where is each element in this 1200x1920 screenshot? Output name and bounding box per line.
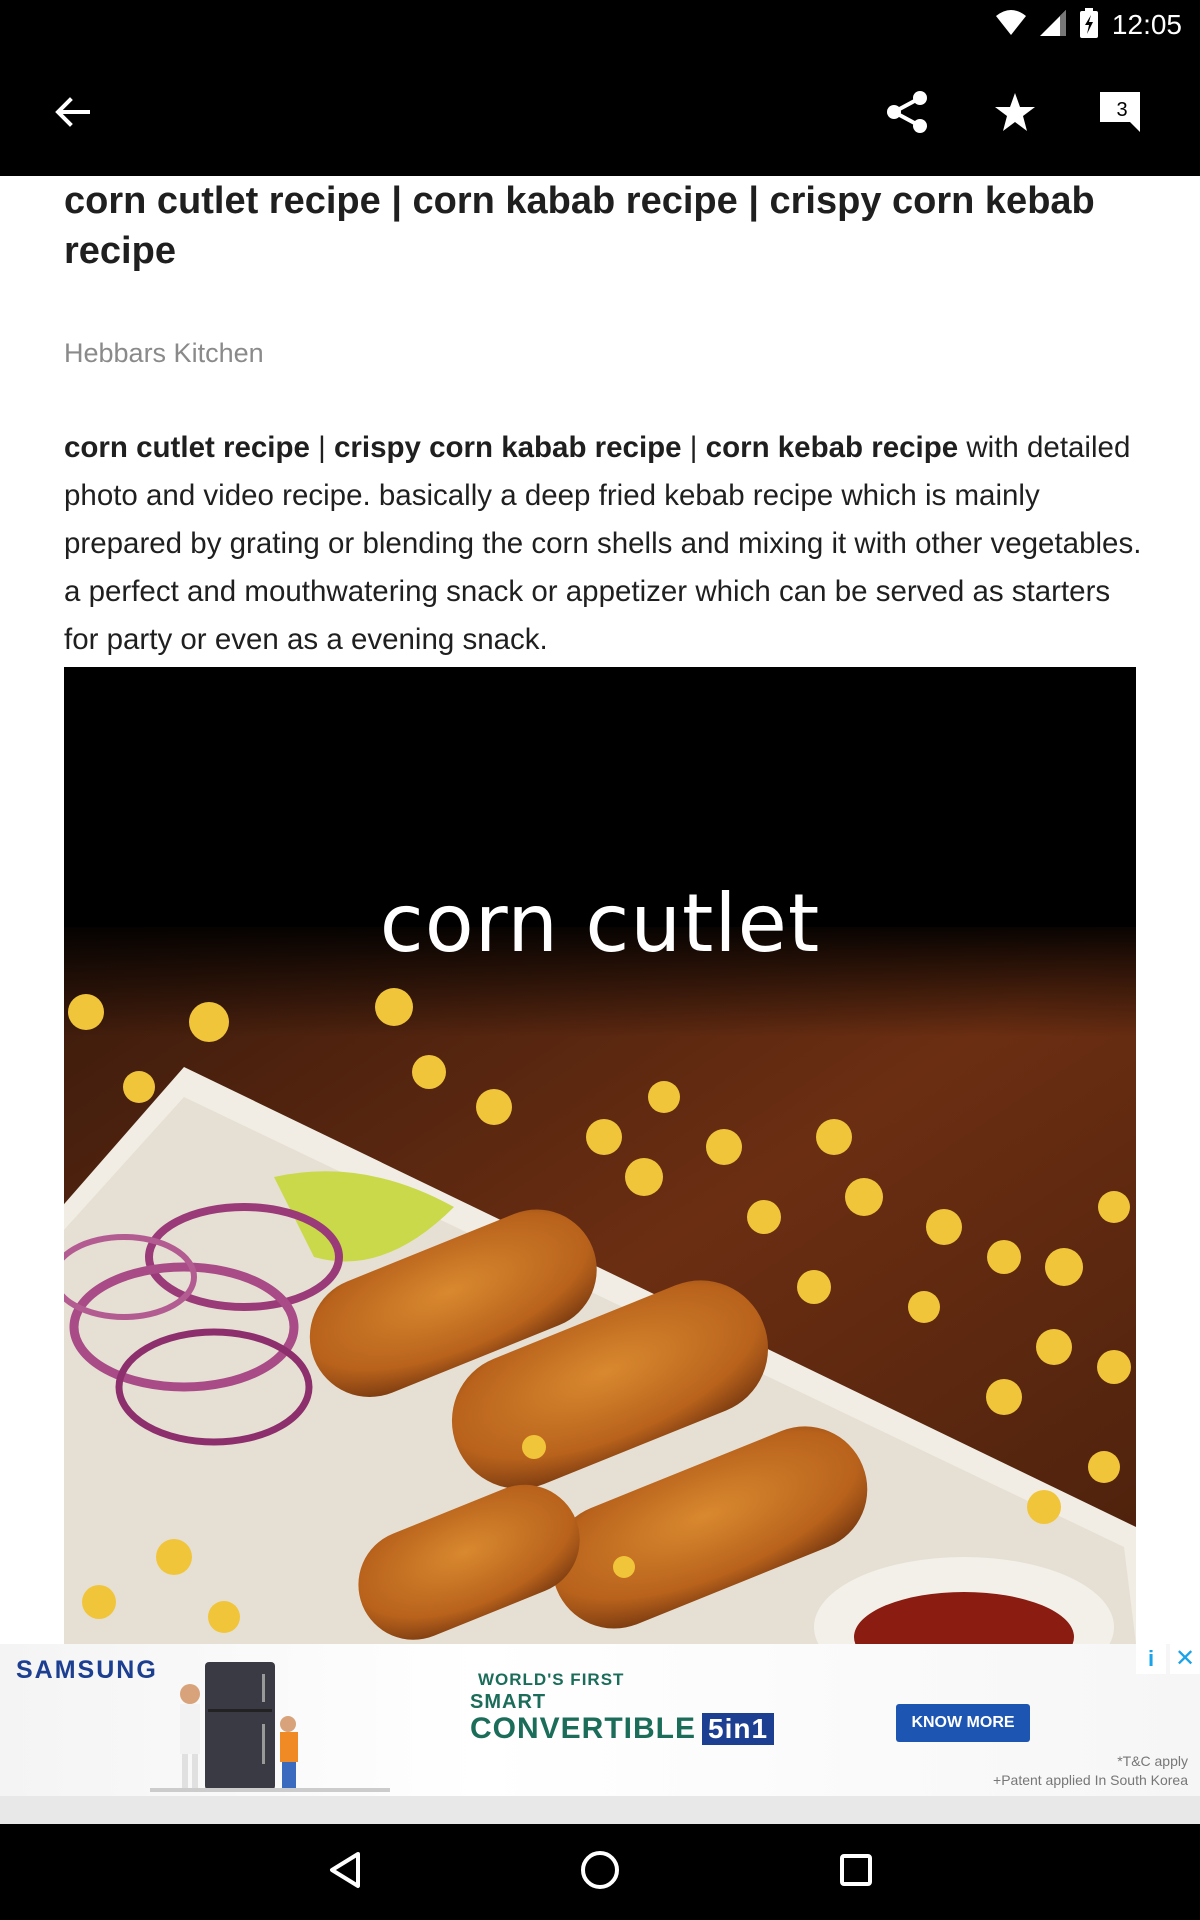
ad-info-icon[interactable]: i bbox=[1136, 1644, 1166, 1674]
ad-product-sup: WORLD'S FIRST bbox=[478, 1670, 625, 1689]
nav-recents-button[interactable] bbox=[828, 1844, 884, 1900]
status-bar bbox=[0, 0, 1200, 50]
article-author[interactable]: Hebbars Kitchen bbox=[64, 338, 264, 368]
ad-product-tag: 5in1 bbox=[702, 1713, 774, 1745]
ad-product-line2: CONVERTIBLE bbox=[470, 1712, 697, 1745]
star-icon bbox=[994, 92, 1036, 137]
recipe-photo[interactable] bbox=[64, 667, 1136, 1644]
app-bar bbox=[0, 50, 1200, 176]
nav-home-button[interactable] bbox=[572, 1844, 628, 1900]
ad-brand: SAMSUNG bbox=[16, 1656, 158, 1684]
ad-product-line1: SMART bbox=[470, 1691, 547, 1713]
share-icon bbox=[886, 90, 928, 139]
nav-home-icon bbox=[580, 1850, 620, 1895]
status-time: 12:05 bbox=[1111, 9, 1182, 40]
ad-terms-2: +Patent applied In South Korea bbox=[993, 1772, 1188, 1788]
back-arrow-icon bbox=[54, 96, 90, 133]
share-button[interactable] bbox=[877, 84, 937, 144]
wifi-icon bbox=[996, 10, 1026, 41]
ad-terms bbox=[993, 1752, 1188, 1790]
favorite-button[interactable] bbox=[985, 84, 1045, 144]
comment-count: 3 bbox=[1116, 99, 1128, 121]
nav-back-icon bbox=[326, 1850, 362, 1895]
battery-icon bbox=[1080, 8, 1098, 43]
article-intro bbox=[64, 424, 1144, 664]
photo-caption: corn cutlet bbox=[379, 877, 821, 970]
comment-icon bbox=[1094, 88, 1150, 140]
intro-sep-1: | bbox=[309, 431, 334, 464]
recipe-photo-art bbox=[64, 667, 1136, 1644]
system-nav-bar bbox=[0, 1824, 1200, 1920]
ad-product-image bbox=[150, 1654, 390, 1794]
intro-sep-2: | bbox=[681, 431, 706, 464]
intro-bold-1: corn cutlet recipe bbox=[64, 431, 310, 464]
intro-rest: with detailed photo and video recipe. basically a deep fried kebab recipe which is mainly prepared by grating or blending the corn shells and mixing it with other vegetables. a perfect and mouthwatering snack or appetizer which can be served as starters for party or even as a evening snack. bbox=[64, 431, 1142, 656]
signal-icon bbox=[1040, 10, 1066, 41]
ad-terms-1: *T&C apply bbox=[1117, 1753, 1188, 1769]
ad-close-icon[interactable]: ✕ bbox=[1170, 1644, 1200, 1674]
article-content bbox=[0, 176, 1200, 1644]
ad-product-name bbox=[470, 1670, 774, 1746]
ad-banner[interactable] bbox=[0, 1644, 1200, 1796]
ad-know-more-button[interactable]: KNOW MORE bbox=[896, 1704, 1030, 1742]
back-button[interactable] bbox=[44, 86, 100, 142]
comments-button[interactable] bbox=[1092, 84, 1152, 144]
nav-back-button[interactable] bbox=[316, 1844, 372, 1900]
status-icons bbox=[996, 8, 1182, 42]
intro-bold-3: corn kebab recipe bbox=[705, 431, 959, 464]
ad-spacer bbox=[0, 1796, 1200, 1824]
nav-recents-icon bbox=[838, 1852, 874, 1893]
intro-bold-2: crispy corn kabab recipe bbox=[333, 431, 682, 464]
article-title: corn cutlet recipe | corn kabab recipe | crispy corn kebab recipe bbox=[64, 180, 1095, 272]
